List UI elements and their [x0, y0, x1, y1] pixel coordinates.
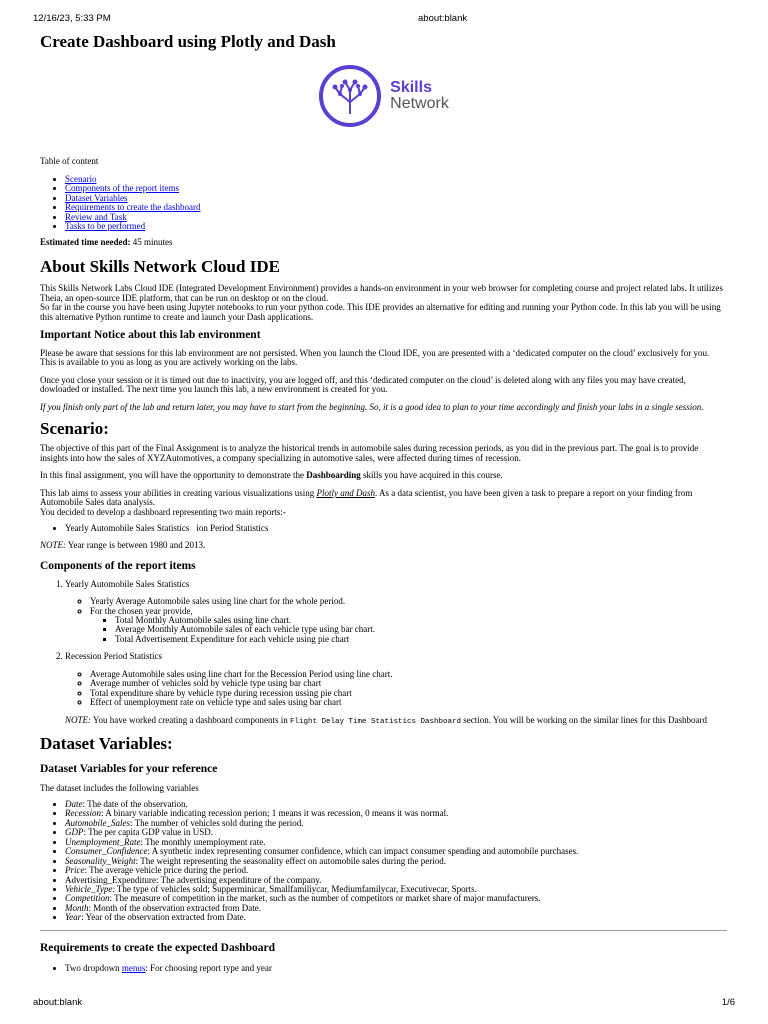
list-item: ◦ Effect of unemployment rate on vehicle type and sales using bar chart: [90, 698, 727, 707]
list-item: • Unemployment_Rate: The monthly unemployment rate.: [65, 838, 727, 847]
toc-link-components[interactable]: Components of the report items: [65, 183, 179, 194]
list-item: ▪ Total Advertisement Expenditure for each vehicle using pie chart: [115, 635, 727, 644]
dataset-subheading: Dataset Variables for your reference: [40, 762, 218, 775]
toc-item: [65, 222, 727, 231]
requirements-heading: Requirements to create the expected Dashboard: [40, 941, 275, 954]
list-item: ◦ For the chosen year provide, ▪ Total Monthly Automobile sales using line chart. ▪ Average Monthly Automobile sales of each vehicle type using bar chart. ▪ Total Advertisement Expenditure for each vehicle using pie chart: [90, 607, 727, 645]
logo-text-network: Network: [390, 95, 449, 113]
about-paragraph-3: Once you close your session or it is timed out due to inactivity, you are logged off, and this ‘dedicated computer on the cloud’ is deleted along with any files you may have created, dowloaded or installed. The next time you launch this lab, a new environment is created for you.: [40, 374, 686, 395]
component-item-2: 2. Recession Period Statistics ◦ Average Automobile sales using line chart for the Recession Period using line chart. ◦ Average number of vehicles sold by vehicle type using bar chart ◦ Total expenditure share by vehicle type during recession ussing pie chart ◦ Effect of unemployment rate on vehicle type and sales using bar chart NOTE: You have worked creating a dashboard components in Flight Delay Time Statistics Dashboard section. You will be working on the similar lines for this Dashboard: [65, 652, 727, 726]
list-item: • Consumer_Confidence: A synthetic index representing consumer confidence, which can impact consumer spending and automobile purchases.: [65, 847, 727, 856]
list-item: ◦ Average Automobile sales using line chart for the Recession Period using line chart.: [90, 670, 727, 679]
about-heading: About Skills Network Cloud IDE: [40, 256, 280, 276]
toc-link-dataset[interactable]: Dataset Variables: [65, 192, 128, 203]
list-item: • GDP: The per capita GDP value in USD.: [65, 828, 727, 837]
components-list: [40, 580, 727, 727]
document-body: [40, 32, 727, 973]
toc-item: [65, 184, 727, 193]
footer-url: about:blank: [33, 997, 83, 1008]
toc-list: [40, 175, 727, 232]
scenario-heading: Scenario:: [40, 419, 109, 439]
list-item: ▪ Average Monthly Automobile sales of each vehicle type using bar chart.: [115, 625, 727, 634]
component-item-1: 1. Yearly Automobile Sales Statistics ◦ Yearly Average Automobile sales using line chart for the whole period. ◦ For the chosen year provide, ▪ Total Monthly Automobile sales using line chart. ▪ Average Monthly Automobile sales of each vehicle type using bar chart. ▪ Total Advertisement Expenditure for each vehicle using pie chart: [65, 580, 727, 645]
estimated-time: [40, 238, 727, 247]
list-item: • Recession: A binary variable indicating recession perion; 1 means it was recession, 0 means it was normal.: [65, 809, 727, 818]
components-heading: Components of the report items: [40, 559, 196, 572]
list-item: • Month: Month of the observation extracted from Date.: [65, 904, 727, 913]
dataset-variable-list: [40, 800, 727, 923]
list-item: ◦ Yearly Average Automobile sales using line chart for the whole period.: [90, 597, 727, 606]
toc-link-tasks[interactable]: Tasks to be performed: [65, 221, 146, 232]
toc-link-review[interactable]: Review and Task: [65, 211, 127, 222]
list-item: ◦ Total expenditure share by vehicle type during recession ussing pie chart: [90, 689, 727, 698]
list-item: • Advertising_Expenditure: The advertising expenditure of the company.: [65, 876, 727, 885]
toc-label: Table of content: [40, 156, 99, 167]
list-item: • Yearly Automobile Sales Statistics ion Period Statistics: [65, 524, 727, 533]
print-footer: [33, 998, 735, 1008]
about-paragraph-1: This Skills Network Labs Cloud IDE (Integrated Development Environment) provides a hands-on environment in your web browser for completing course and project related labs. It utilizes Theia, an open-source IDE platform, that can be run on desktop or on the cloud.: [40, 283, 723, 303]
section-divider: [40, 930, 727, 931]
requirements-list: [40, 964, 727, 973]
scenario-paragraph-3b: You decided to develop a dashboard representing two main reports:-: [40, 506, 286, 517]
toc-link-requirements[interactable]: Requirements to create the dashboard: [65, 202, 201, 213]
toc-item: [65, 213, 727, 222]
logo-text-skills: Skills: [390, 78, 432, 96]
print-url: about:blank: [418, 13, 468, 24]
dataset-heading: Dataset Variables:: [40, 734, 173, 754]
toc-item: [65, 203, 727, 212]
list-item: • Seasonality_Weight: The weight representing the seasonality effect on automobile sales during the period.: [65, 857, 727, 866]
list-item: • Date: The date of the observation.: [65, 800, 727, 809]
page-title: Create Dashboard using Plotly and Dash: [40, 32, 336, 51]
menus-link[interactable]: menus: [121, 962, 146, 973]
list-item: • Automobile_Sales: The number of vehicles sold during the period.: [65, 819, 727, 828]
list-item: • Two dropdown menus: For choosing report type and year: [65, 964, 727, 973]
list-item: • Vehicle_Type: The type of vehicles sold; Supperminicar, Smallfamiliycar, Mediumfamilycar, Executivecar, Sports.: [65, 885, 727, 894]
skills-network-logo: [40, 61, 727, 131]
list-item: • Competition: The measure of competition in the market, such as the number of competitors or market share of major manufacturers.: [65, 894, 727, 903]
list-item: ▪ Total Monthly Automobile sales using line chart.: [115, 616, 727, 625]
print-header: [33, 14, 735, 24]
scenario-paragraph-3: This lab aims to assess your abilities in creating various visualizations using Plotly and Dash. As a data scientist, you have been given a task to prepare a report on your finding from Automobile Sales data analysis.: [40, 487, 693, 508]
code-inline: Flight Delay Time Statistics Dashboard: [289, 717, 462, 726]
about-paragraph-1b: So far in the course you have been using Jupyter notebooks to run your python code. This IDE provides an alternative for editing and running your Python code. In this lab you will be using this alternative Python runtime to create and launch your Dash applications.: [40, 302, 721, 322]
notice-heading: Important Notice about this lab environment: [40, 329, 261, 342]
scenario-paragraph-1: The objective of this part of the Final Assignment is to analyze the historical trends in automobile sales during recession periods, as you did in the previous part. The goal is to provide insights into how the sales of XYZAutomotives, a company specializing in automotive sales, were affected during times of recession.: [40, 443, 699, 463]
skills-network-tree-icon: [318, 64, 382, 128]
about-paragraph-2: Please be aware that sessions for this lab environment are not persisted. When you launch the Cloud IDE, you are presented with a ‘dedicated computer on the cloud’ exclusively for you. This is available to you as long as you are actively working on the labs.: [40, 347, 710, 368]
print-datetime: 12/16/23, 5:33 PM: [33, 13, 111, 24]
list-item: • Year: Year of the observation extracted from Date.: [65, 913, 727, 922]
estimated-time-value: 45 minutes: [130, 237, 173, 248]
dataset-intro: The dataset includes the following variables: [40, 782, 199, 793]
scenario-paragraph-2: In this final assignment, you will have the opportunity to demonstrate the Dashboarding skills you have acquired in this course.: [40, 470, 503, 481]
components-note: NOTE: You have worked creating a dashboard components in Flight Delay Time Statistics Dashboard section. You will be working on the similar lines for this Dashboard: [65, 714, 707, 726]
report-bullets: [40, 524, 727, 533]
toc-link-scenario[interactable]: Scenario: [65, 173, 97, 184]
about-paragraph-4: If you finish only part of the lab and return later, you may have to start from the beginning. So, it is a good idea to plan to your time accordingly and finish your labs in a single session.: [40, 401, 704, 412]
list-item: • Price: The average vehicle price during the period.: [65, 866, 727, 875]
page-number: 1/6: [721, 997, 735, 1008]
list-item: ◦ Average number of vehicles sold by vehicle type using bar chart: [90, 679, 727, 688]
estimated-time-label: Estimated time needed:: [40, 237, 131, 248]
scenario-note: NOTE: Year range is between 1980 and 2013.: [40, 540, 206, 551]
